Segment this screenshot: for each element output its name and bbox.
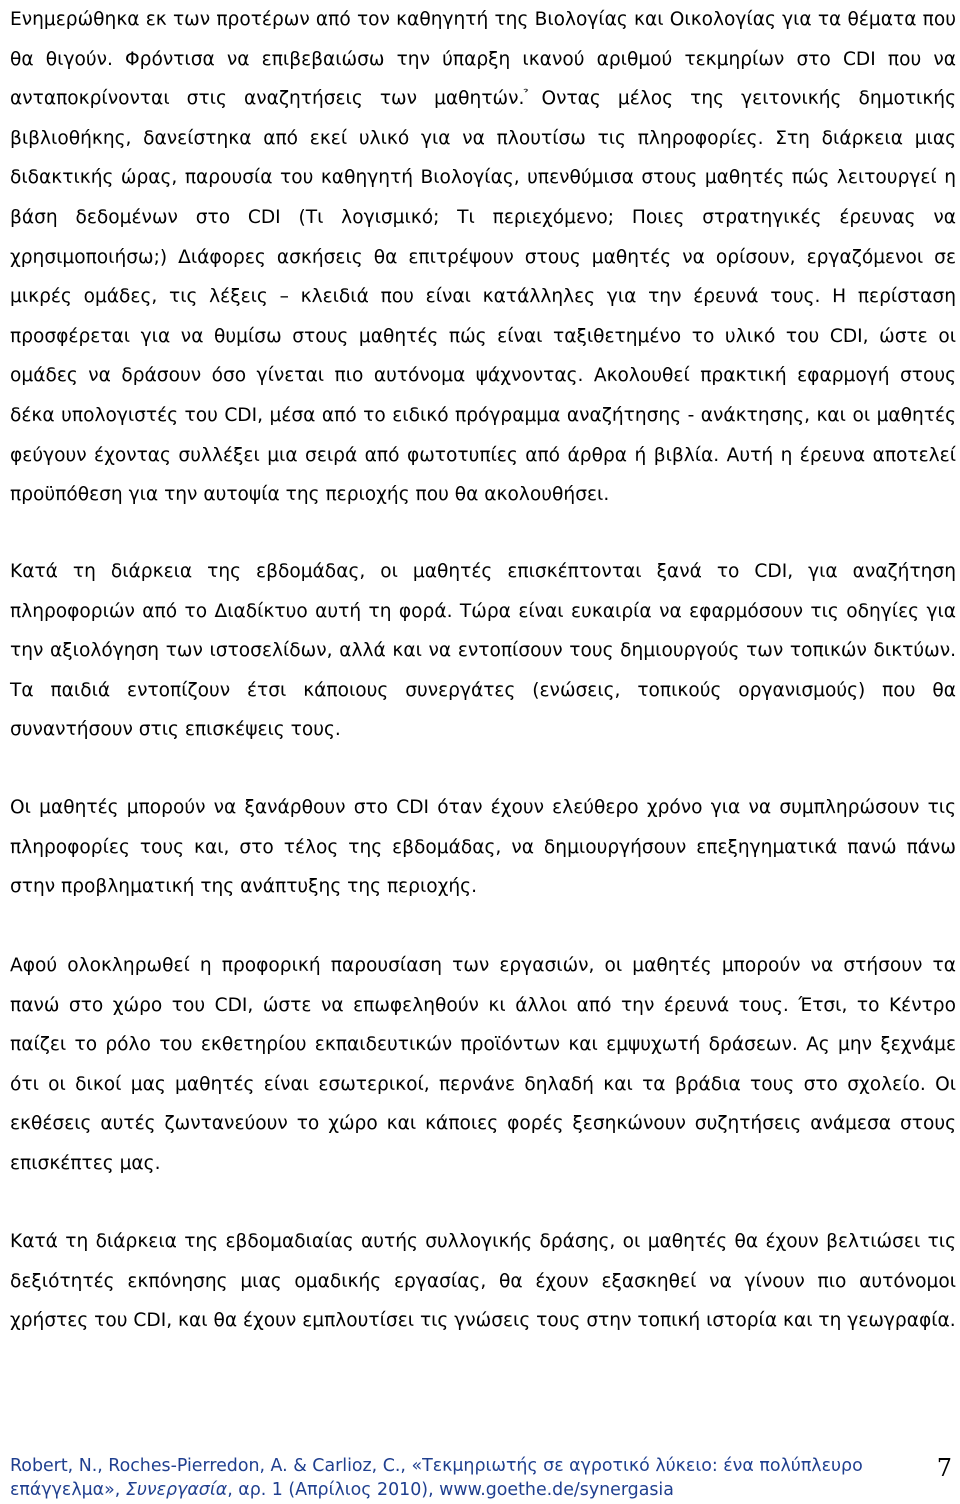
citation-end: , αρ. 1 (Απρίλιος 2010), www.goethe.de/synergasia	[227, 1480, 674, 1500]
paragraph-5: Κατά τη διάρκεια της εβδομαδιαίας αυτής συλλογικής δράσης, οι μαθητές θα έχουν βελτιώσει τις δεξιότητές εκπόνησης μιας ομαδικής εργασίας, θα έχουν εξασκηθεί να γίνουν πιο αυτόνομοι χρήστες του CDI, και θα έχουν εμπλουτίσει τις γνώσεις τους στην τοπική ιστορία και τη γεωγραφία.	[10, 1231, 956, 1332]
paragraph-2: Κατά τη διάρκεια της εβδομάδας, οι μαθητές επισκέπτονται ξανά το CDI, για αναζήτηση πληροφοριών από το Διαδίκτυο αυτή τη φορά. Τώρα είναι ευκαιρία να εφαρμόσουν τις οδηγίες για την αξιολόγηση των ιστοσελίδων, αλλά και να εντοπίσουν τους δημιουργούς των τοπικών δικτύων. Τα παιδιά εντοπίζουν έτσι κάποιους συνεργάτες (ενώσεις, τοπικούς οργανισμούς) που θα συναντήσουν στις επισκέψεις τους.	[10, 561, 956, 741]
citation-start: Robert, N., Roches-Pierredon, A. & Carlioz, C., «Τεκμηριωτής σε αγροτικό λύκειο: ένα πολύπλευρο επάγγελμα»,	[10, 1456, 863, 1500]
paragraph-1: Ενημερώθηκα εκ των προτέρων από τον καθηγητή της Βιολογίας και Οικολογίας για τα θέματα που θα θιγούν. Φρόντισα να επιβεβαιώσω την ύπαρξη ικανού αριθμού τεκμηρίων στο CDI που να ανταποκρίνονται στις αναζητήσεις των μαθητών. ̉Οντας μέλος της γειτονικής δημοτικής βιβλιοθήκης, δανείστηκα από εκεί υλικό για να πλουτίσω τις πληροφορίες. Στη διάρκεια μιας διδακτικής ώρας, παρουσία του καθηγητή Βιολογίας, υπενθύμισα στους μαθητές πώς λειτουργεί η βάση δεδομένων στο CDI (Τι λογισμικό; Τι περιεχόμενο; Ποιες στρατηγικές έρευνας να χρησιμοποιήσω;) Διάφορες ασκήσεις θα επιτρέψουν στους μαθητές να ορίσουν, εργαζόμενοι σε μικρές ομάδες, τις λέξεις – κλειδιά που είναι κατάλληλες για την έρευνά τους. Η περίσταση προσφέρεται για να θυμίσω στους μαθητές πώς είναι ταξιθετημένο το υλικό του CDI, ώστε οι ομάδες να δράσουν όσο γίνεται πιο αυτόνομα ψάχνοντας. Ακολουθεί πρακτική εφαρμογή στους δέκα υπολογιστές του CDI, μέσα από το ειδικό πρόγραμμα αναζήτησης - ανάκτησης, και οι μαθητές φεύγουν έχοντας συλλέξει μια σειρά από φωτοτυπίες από άρθρα ή βιβλία. Αυτή η έρευνα αποτελεί προϋπόθεση για την αυτοψία της περιοχής που θα ακολουθήσει.	[10, 9, 956, 506]
paragraph-3: Οι μαθητές μπορούν να ξανάρθουν στο CDI όταν έχουν ελεύθερο χρόνο για να συμπληρώσουν τις πληροφορίες τους και, στο τέλος της εβδομάδας, να δημιουργήσουν επεξηγηματικά πανώ πάνω στην προβληματική της ανάπτυξης της περιοχής.	[10, 797, 956, 898]
footer-citation	[10, 1454, 910, 1502]
journal-name: Συνεργασία	[125, 1480, 228, 1500]
page-number: 7	[936, 1454, 952, 1482]
paragraph-4: Αφού ολοκληρωθεί η προφορική παρουσίαση των εργασιών, οι μαθητές μπορούν να στήσουν τα πανώ στο χώρο του CDI, ώστε να επωφεληθούν κι άλλοι από την έρευνά τους. Έτσι, το Κέντρο παίζει το ρόλο του εκθετηρίου εκπαιδευτικών προϊόντων και εμψυχωτή δράσεων. Ας μην ξεχνάμε ότι οι δικοί μας μαθητές είναι εσωτερικοί, περνάνε δηλαδή και τα βράδια τους στο σχολείο. Οι εκθέσεις αυτές ζωντανεύουν το χώρο και κάποιες φορές ξεσηκώνουν συζητήσεις ανάμεσα στους επισκέπτες μας.	[10, 955, 956, 1174]
